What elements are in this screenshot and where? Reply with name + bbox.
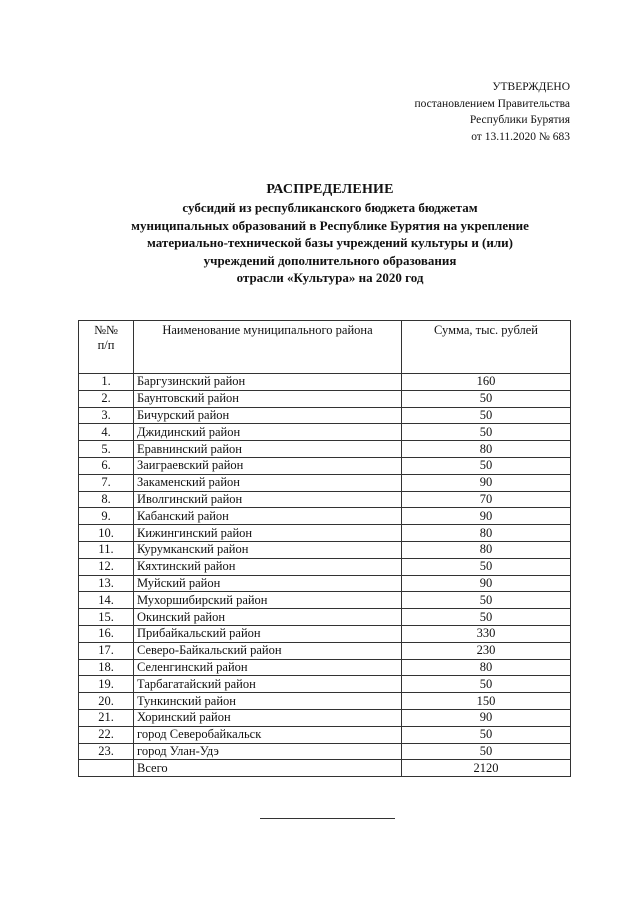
row-number: 6. xyxy=(79,457,134,474)
table-row xyxy=(79,609,571,626)
table-row xyxy=(79,676,571,693)
row-sum: 90 xyxy=(402,474,571,491)
table-header-row xyxy=(79,321,571,374)
row-number: 11. xyxy=(79,541,134,558)
table-row xyxy=(79,508,571,525)
row-district-name: Заиграевский район xyxy=(134,457,402,474)
row-district-name: Бичурский район xyxy=(134,407,402,424)
row-sum: 90 xyxy=(402,709,571,726)
table-row xyxy=(79,525,571,542)
row-district-name: Прибайкальский район xyxy=(134,625,402,642)
row-district-name: Всего xyxy=(134,760,402,777)
row-number: 2. xyxy=(79,390,134,407)
table-row xyxy=(79,407,571,424)
row-number: 7. xyxy=(79,474,134,491)
row-number: 5. xyxy=(79,441,134,458)
row-district-name: Северо-Байкальский район xyxy=(134,642,402,659)
table-row xyxy=(79,491,571,508)
table-row xyxy=(79,441,571,458)
row-number: 14. xyxy=(79,592,134,609)
row-sum: 2120 xyxy=(402,760,571,777)
row-sum: 160 xyxy=(402,374,571,391)
table-body xyxy=(79,374,571,777)
row-district-name: Баунтовский район xyxy=(134,390,402,407)
row-sum: 80 xyxy=(402,541,571,558)
row-district-name: Окинский район xyxy=(134,609,402,626)
row-district-name: Кабанский район xyxy=(134,508,402,525)
row-district-name: Тарбагатайский район xyxy=(134,676,402,693)
row-district-name: Иволгинский район xyxy=(134,491,402,508)
table-row xyxy=(79,575,571,592)
header-number xyxy=(79,321,134,374)
table-row xyxy=(79,709,571,726)
row-sum: 50 xyxy=(402,390,571,407)
row-number: 10. xyxy=(79,525,134,542)
row-sum: 50 xyxy=(402,457,571,474)
row-number: 3. xyxy=(79,407,134,424)
row-sum: 50 xyxy=(402,424,571,441)
row-number: 16. xyxy=(79,625,134,642)
table-row xyxy=(79,390,571,407)
row-district-name: Еравнинский район xyxy=(134,441,402,458)
row-sum: 50 xyxy=(402,558,571,575)
table-row xyxy=(79,625,571,642)
allocation-table xyxy=(78,320,571,777)
row-sum: 50 xyxy=(402,743,571,760)
row-district-name: Мухоршибирский район xyxy=(134,592,402,609)
row-district-name: Курумканский район xyxy=(134,541,402,558)
row-number: 15. xyxy=(79,609,134,626)
row-number: 19. xyxy=(79,676,134,693)
row-sum: 150 xyxy=(402,693,571,710)
row-number: 1. xyxy=(79,374,134,391)
row-number: 4. xyxy=(79,424,134,441)
table-row xyxy=(79,743,571,760)
row-number: 17. xyxy=(79,642,134,659)
table-row xyxy=(79,457,571,474)
row-number: 18. xyxy=(79,659,134,676)
row-district-name: Селенгинский район xyxy=(134,659,402,676)
header-district-name: Наименование муниципального района xyxy=(134,321,402,374)
table-total-row xyxy=(79,760,571,777)
row-district-name: город Северобайкальск xyxy=(134,726,402,743)
row-district-name: город Улан-Удэ xyxy=(134,743,402,760)
row-sum: 230 xyxy=(402,642,571,659)
table-row xyxy=(79,541,571,558)
title-main: РАСПРЕДЕЛЕНИЕ xyxy=(266,182,394,197)
row-sum: 50 xyxy=(402,407,571,424)
title-line-4: учреждений дополнительного образования xyxy=(203,252,457,268)
title-line-1: субсидий из республиканского бюджета бюджетам xyxy=(182,200,478,215)
table-row xyxy=(79,693,571,710)
row-sum: 50 xyxy=(402,676,571,693)
row-sum: 80 xyxy=(402,659,571,676)
row-district-name: Кяхтинский район xyxy=(134,558,402,575)
row-sum: 80 xyxy=(402,525,571,542)
header-number-line-2: п/п xyxy=(97,338,115,352)
table-row xyxy=(79,726,571,743)
row-number: 12. xyxy=(79,558,134,575)
title-line-2: муниципальных образований в Республике Бурятия на укрепление xyxy=(131,217,529,233)
header-sum: Сумма, тыс. рублей xyxy=(402,321,571,374)
row-district-name: Муйский район xyxy=(134,575,402,592)
row-number: 13. xyxy=(79,575,134,592)
row-sum: 330 xyxy=(402,625,571,642)
row-district-name: Тункинский район xyxy=(134,693,402,710)
row-district-name: Джидинский район xyxy=(134,424,402,441)
table-row xyxy=(79,659,571,676)
row-sum: 80 xyxy=(402,441,571,458)
row-number: 9. xyxy=(79,508,134,525)
row-sum: 90 xyxy=(402,575,571,592)
footer-divider xyxy=(260,818,395,819)
table-row xyxy=(79,474,571,491)
table-row xyxy=(79,424,571,441)
header-number-line-1: №№ xyxy=(94,323,118,337)
approval-republic: Республики Бурятия xyxy=(469,114,570,126)
approval-heading: УТВЕРЖДЕНО xyxy=(492,81,570,93)
row-sum: 90 xyxy=(402,508,571,525)
approval-stamp xyxy=(414,79,570,145)
table-row xyxy=(79,558,571,575)
title-line-3: материально-технической базы учреждений культуры и (или) xyxy=(147,235,513,251)
row-number: 22. xyxy=(79,726,134,743)
row-number: 20. xyxy=(79,693,134,710)
row-number: 21. xyxy=(79,709,134,726)
row-district-name: Баргузинский район xyxy=(134,374,402,391)
row-number xyxy=(79,760,134,777)
row-sum: 70 xyxy=(402,491,571,508)
approval-decree: постановлением Правительства xyxy=(414,97,570,110)
row-sum: 50 xyxy=(402,609,571,626)
row-district-name: Хоринский район xyxy=(134,709,402,726)
row-district-name: Закаменский район xyxy=(134,474,402,491)
row-number: 23. xyxy=(79,743,134,760)
table-row xyxy=(79,374,571,391)
row-number: 8. xyxy=(79,491,134,508)
row-district-name: Кижингинский район xyxy=(134,525,402,542)
row-sum: 50 xyxy=(402,726,571,743)
approval-date-number: от 13.11.2020 № 683 xyxy=(471,130,570,143)
table-row xyxy=(79,592,571,609)
table-row xyxy=(79,642,571,659)
row-sum: 50 xyxy=(402,592,571,609)
document-title xyxy=(60,181,600,287)
title-line-5: отрасли «Культура» на 2020 год xyxy=(236,270,424,286)
